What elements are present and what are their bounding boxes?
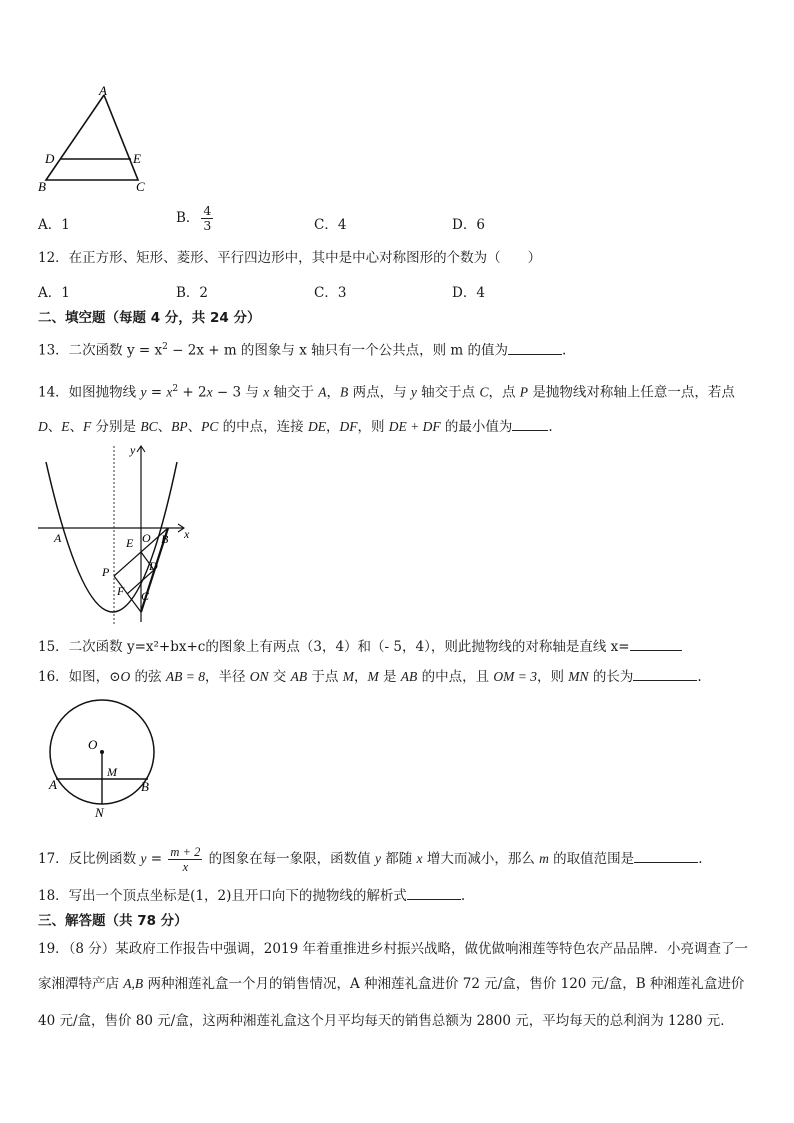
q16-b: 的弦 bbox=[130, 669, 166, 685]
q14-l1g: 是抛物线对称轴上任意一点，若点 bbox=[528, 384, 735, 401]
q19-l2b: 两种湘莲礼盒一个月的销售情况，A 种湘莲礼盒进价 72 元/盒，售价 120 元/盒，B 种湘莲礼盒进价 bbox=[143, 976, 745, 992]
q14-l1c: ， bbox=[326, 384, 341, 401]
q15-body: 15．二次函数 y=x²+bx+c的图象上有两点（3，4）和（- 5，4），则此抛物线的对称轴是直线 x= bbox=[38, 639, 630, 655]
fig14-label-F: F bbox=[117, 584, 125, 598]
q14-x: x bbox=[166, 384, 173, 400]
q12-option-c: C．3 bbox=[314, 285, 347, 301]
q16-d: 交 bbox=[268, 669, 291, 685]
q14-PC: PC bbox=[201, 419, 219, 434]
q12-option-a: A．1 bbox=[38, 285, 70, 301]
q11-option-b-prefix: B． bbox=[176, 210, 200, 226]
fig14-label-C: C bbox=[141, 589, 150, 603]
label-C: C bbox=[136, 179, 145, 194]
q17-b: 的图象在每一象限，函数值 bbox=[204, 851, 375, 867]
q14-E: E bbox=[61, 419, 70, 434]
q17-m: m bbox=[539, 851, 549, 866]
q13-sup: 2 bbox=[162, 342, 168, 352]
q14-end: . bbox=[548, 419, 553, 435]
fig14-label-y: y bbox=[130, 443, 136, 457]
q16-AB2: AB bbox=[290, 669, 308, 684]
q17-text bbox=[38, 840, 702, 878]
q14-l2f: 的中点，连接 bbox=[218, 419, 308, 435]
q18-answer-blank[interactable] bbox=[407, 885, 461, 900]
q16-end: . bbox=[697, 669, 702, 685]
q17-a: 17．反比例函数 bbox=[38, 851, 141, 867]
q13-part2: − 2x + m 的图象与 x 轴只有一个公共点，则 m 的值为 bbox=[167, 342, 509, 359]
q19-line2 bbox=[38, 975, 744, 993]
q16-c: ，半径 bbox=[204, 669, 250, 685]
q14-F: F bbox=[83, 419, 92, 434]
q16-g: 是 bbox=[378, 669, 401, 685]
q16-e: 于点 bbox=[307, 669, 343, 685]
q11-option-b bbox=[176, 204, 215, 233]
q14-line2 bbox=[38, 416, 553, 436]
q14-l2a: 、 bbox=[47, 419, 62, 435]
q17-y2: y bbox=[374, 851, 381, 866]
label-E: E bbox=[133, 151, 141, 166]
section-3-header: 三、解答题（共 78 分） bbox=[38, 913, 188, 929]
q14-l2c: 分别是 bbox=[91, 419, 141, 435]
q14-BC: BC bbox=[140, 419, 158, 434]
q14-l2d: 、 bbox=[157, 419, 172, 435]
q14-DE: DE bbox=[307, 419, 326, 434]
q14-x2: x bbox=[206, 384, 213, 400]
fig16-label-A: A bbox=[49, 777, 57, 792]
q18-text bbox=[38, 885, 465, 905]
q17-numerator: m + 2 bbox=[170, 845, 201, 859]
fig14-label-D: D bbox=[149, 559, 158, 573]
q13-text bbox=[38, 338, 566, 360]
q16-i: ，则 bbox=[537, 669, 569, 685]
q14-BP: BP bbox=[171, 419, 188, 434]
q14-l1d: 两点，与 bbox=[348, 384, 411, 401]
q14-answer-blank[interactable] bbox=[512, 416, 548, 431]
circle-figure bbox=[40, 692, 170, 822]
q11-option-b-fraction bbox=[201, 204, 213, 233]
q14-rest: + 2 bbox=[178, 384, 207, 401]
q17-x: x bbox=[416, 851, 423, 866]
label-D: D bbox=[45, 151, 55, 166]
q12-option-d: D．4 bbox=[452, 285, 485, 301]
q14-sum: DE + DF bbox=[388, 419, 441, 434]
q17-d: 增大而减小，那么 bbox=[422, 851, 540, 867]
q15-text bbox=[38, 636, 682, 656]
q11-option-a: A．1 bbox=[38, 217, 70, 233]
q11-option-d: D．6 bbox=[452, 217, 485, 233]
fig14-label-B: B bbox=[161, 532, 169, 546]
q14-l1f: ，点 bbox=[488, 384, 520, 401]
q19-AB: A,B bbox=[123, 976, 144, 991]
q12-text: 12．在正方形、矩形、菱形、平行四边形中，其中是中心对称图形的个数为（ ） bbox=[38, 250, 542, 266]
q17-eq: = bbox=[146, 851, 167, 867]
q14-P: P bbox=[519, 384, 529, 400]
q14-eq: = bbox=[146, 384, 167, 401]
q14-l2i: 的最小值为 bbox=[440, 419, 513, 435]
q14-l2g: ， bbox=[325, 419, 340, 435]
q17-c: 都随 bbox=[380, 851, 417, 867]
q14-ya: y bbox=[410, 384, 417, 400]
fig16-label-N: N bbox=[95, 805, 104, 820]
q14-l1b: 轴交于 bbox=[269, 384, 319, 401]
q14-sup: 2 bbox=[172, 384, 179, 394]
label-A: A bbox=[99, 84, 107, 98]
parabola-figure bbox=[34, 442, 204, 626]
fig14-label-P: P bbox=[102, 565, 110, 579]
q14-xa: x bbox=[263, 384, 270, 400]
q11-b-numerator: 4 bbox=[203, 203, 212, 218]
q19-line1: 19．（8 分）某政府工作报告中强调，2019 年着重推进乡村振兴战略，做优做响湘莲等特色农产品品牌．小亮调查了一 bbox=[38, 941, 748, 957]
q11-option-c: C．4 bbox=[314, 217, 347, 233]
section-2-header: 二、填空题（每题 4 分，共 24 分） bbox=[38, 310, 261, 326]
q19-line3: 40 元/盒，售价 80 元/盒，这两种湘莲礼盒这个月平均每天的销售总额为 2800 元，平均每天的总利润为 1280 元． bbox=[38, 1013, 734, 1029]
q13-answer-blank[interactable] bbox=[508, 340, 562, 355]
q16-ON: ON bbox=[249, 669, 269, 684]
triangle-figure bbox=[30, 84, 160, 199]
q12-option-b: B．2 bbox=[176, 285, 209, 301]
q16-answer-blank[interactable] bbox=[633, 666, 697, 681]
q17-denominator: x bbox=[182, 860, 189, 874]
q16-h: 的中点，且 bbox=[417, 669, 494, 685]
q13-end: . bbox=[562, 342, 567, 359]
q17-answer-blank[interactable] bbox=[634, 848, 698, 863]
q15-answer-blank[interactable] bbox=[630, 636, 682, 651]
q14-l2h: ，则 bbox=[357, 419, 389, 435]
q18-end: . bbox=[460, 888, 466, 904]
q11-b-denominator: 3 bbox=[203, 218, 212, 233]
q14-rest2: − 3 与 bbox=[212, 384, 264, 401]
q14-B: B bbox=[340, 384, 349, 400]
q16-M: M bbox=[342, 669, 354, 684]
fig16-label-B: B bbox=[141, 779, 149, 794]
q14-l1e: 轴交于点 bbox=[416, 384, 480, 401]
fig14-label-E: E bbox=[126, 536, 134, 550]
q17-e: 的取值范围是 bbox=[548, 851, 635, 867]
fig14-label-A: A bbox=[54, 531, 62, 545]
q14-D: D bbox=[38, 419, 48, 434]
q17-end: . bbox=[698, 851, 703, 867]
q19-l2a: 家湘潭特产店 bbox=[38, 976, 124, 992]
q16-AB: AB = 8 bbox=[165, 669, 205, 684]
q16-OM: OM = 3 bbox=[493, 669, 537, 684]
q14-A: A bbox=[318, 384, 327, 400]
q16-AB3: AB bbox=[400, 669, 418, 684]
q14-l2e: 、 bbox=[187, 419, 202, 435]
q17-fraction bbox=[168, 845, 202, 874]
fig14-label-O: O bbox=[142, 531, 151, 545]
q16-circ: ⊙O bbox=[109, 669, 131, 684]
q17-y: y bbox=[140, 851, 147, 866]
q16-a: 16．如图， bbox=[38, 669, 110, 685]
q14-l1a: 14．如图抛物线 bbox=[38, 384, 141, 401]
q16-j: 的长为 bbox=[588, 669, 634, 685]
q16-MN: MN bbox=[568, 669, 589, 684]
q14-y: y bbox=[140, 384, 147, 400]
q18-body: 18．写出一个顶点坐标是(1，2)且开口向下的抛物线的解析式 bbox=[38, 888, 407, 904]
q14-line1 bbox=[38, 380, 735, 402]
q16-f: ， bbox=[353, 669, 368, 685]
q14-C: C bbox=[479, 384, 489, 400]
q14-l2b: 、 bbox=[69, 419, 83, 435]
q16-M2: M bbox=[367, 669, 379, 684]
q16-text bbox=[38, 666, 702, 686]
fig16-label-O: O bbox=[88, 737, 98, 752]
fig14-label-x: x bbox=[184, 527, 190, 541]
label-B: B bbox=[38, 179, 46, 194]
q13-part1: 13．二次函数 y = x bbox=[38, 342, 163, 359]
fig16-label-M: M bbox=[107, 765, 117, 779]
q14-DF: DF bbox=[339, 419, 358, 434]
